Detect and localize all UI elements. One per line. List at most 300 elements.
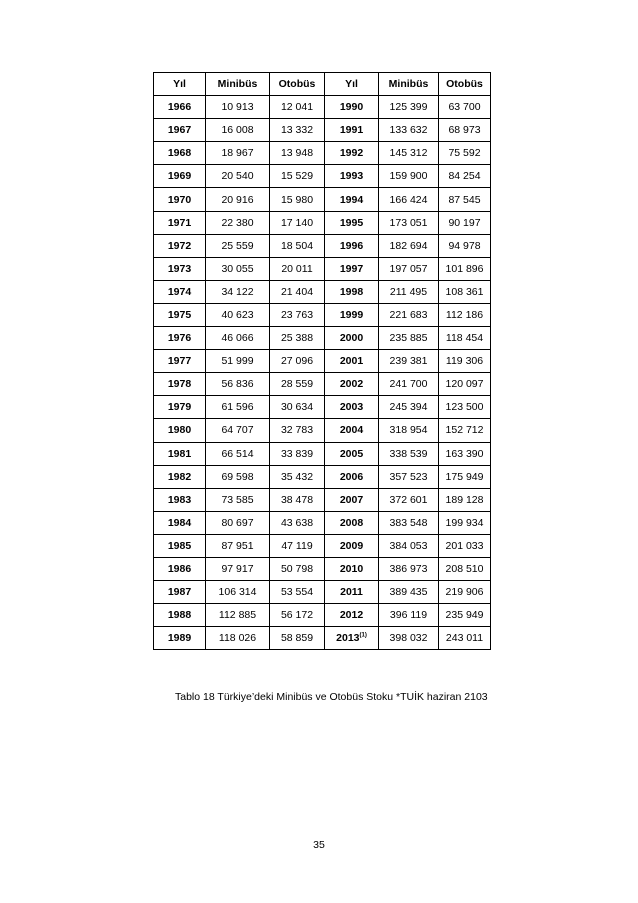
bus-cell — [270, 442, 325, 465]
year-cell-text: 1998 — [339, 285, 364, 298]
year-cell — [325, 557, 379, 580]
minibus-cell — [379, 234, 439, 257]
table-row — [154, 534, 491, 557]
minibus-cell — [379, 188, 439, 211]
bus-cell-text: 58 859 — [280, 632, 314, 645]
bus-cell-text: 12 041 — [280, 101, 314, 114]
table-row — [154, 234, 491, 257]
minibus-cell-text: 221 683 — [389, 308, 428, 321]
bus-cell-text: 53 554 — [280, 586, 314, 599]
table-row — [154, 511, 491, 534]
minibus-cell — [379, 557, 439, 580]
year-cell — [325, 465, 379, 488]
minibus-cell-text: 30 055 — [221, 262, 254, 275]
minibus-cell — [379, 257, 439, 280]
bus-cell — [439, 465, 491, 488]
year-cell — [154, 211, 206, 234]
year-cell — [325, 604, 379, 627]
bus-cell-text: 33 839 — [280, 447, 314, 460]
bus-cell — [270, 488, 325, 511]
bus-cell-text: 15 980 — [280, 193, 314, 206]
bus-cell-text: 175 949 — [445, 470, 484, 483]
bus-cell — [270, 604, 325, 627]
minibus-cell-text: 318 954 — [389, 424, 428, 437]
bus-cell-text: 152 712 — [445, 424, 484, 437]
minibus-cell-text: 20 916 — [221, 193, 254, 206]
bus-cell — [439, 488, 491, 511]
year-cell-text: 1988 — [167, 609, 192, 622]
minibus-cell — [206, 142, 270, 165]
year-cell — [325, 119, 379, 142]
bus-cell — [270, 165, 325, 188]
year-cell-text: 1999 — [339, 308, 364, 321]
header-year-1: Yıl — [154, 73, 206, 96]
year-cell-text: 1966 — [167, 101, 192, 114]
bus-cell — [270, 257, 325, 280]
bus-cell-text: 25 388 — [280, 332, 314, 345]
minibus-cell — [379, 419, 439, 442]
bus-cell-text: 50 798 — [280, 563, 314, 576]
year-cell — [325, 96, 379, 119]
bus-cell-text: 68 973 — [448, 124, 481, 137]
minibus-cell-text: 133 632 — [389, 124, 428, 137]
minibus-cell-text: 22 380 — [221, 216, 254, 229]
year-cell — [154, 234, 206, 257]
year-cell — [325, 627, 379, 650]
year-cell-text: 1994 — [339, 193, 364, 206]
table-row — [154, 119, 491, 142]
table-row — [154, 557, 491, 580]
year-cell — [325, 442, 379, 465]
table-row — [154, 465, 491, 488]
bus-cell-text: 35 432 — [280, 470, 314, 483]
minibus-cell — [379, 165, 439, 188]
bus-cell-text: 28 559 — [280, 378, 314, 391]
minibus-cell-text: 40 623 — [221, 308, 254, 321]
year-cell-text: 1997 — [339, 262, 364, 275]
year-cell — [154, 534, 206, 557]
bus-cell — [270, 234, 325, 257]
bus-cell — [270, 96, 325, 119]
year-cell — [325, 373, 379, 396]
bus-cell-text: 18 504 — [280, 239, 314, 252]
year-cell — [154, 604, 206, 627]
year-cell — [325, 280, 379, 303]
bus-cell — [270, 511, 325, 534]
bus-cell — [439, 557, 491, 580]
year-cell — [154, 119, 206, 142]
minibus-cell — [379, 303, 439, 326]
table-row — [154, 581, 491, 604]
minibus-cell — [379, 442, 439, 465]
bus-cell — [439, 604, 491, 627]
year-cell-text: 1992 — [339, 147, 364, 160]
year-cell-text: 1976 — [167, 332, 192, 345]
year-cell-text: 2002 — [339, 378, 364, 391]
bus-cell — [439, 419, 491, 442]
table-row — [154, 142, 491, 165]
minibus-cell — [379, 373, 439, 396]
minibus-cell-text: 396 119 — [389, 609, 428, 622]
year-cell-text: 1984 — [167, 516, 192, 529]
bus-cell — [270, 211, 325, 234]
minibus-cell — [206, 234, 270, 257]
minibus-cell-text: 372 601 — [389, 493, 428, 506]
minibus-cell — [206, 442, 270, 465]
minibus-cell-text: 211 495 — [389, 285, 428, 298]
bus-cell — [439, 534, 491, 557]
year-cell — [325, 581, 379, 604]
minibus-cell-text: 87 951 — [221, 539, 254, 552]
year-cell — [154, 627, 206, 650]
header-year-2: Yıl — [325, 73, 379, 96]
minibus-cell — [206, 280, 270, 303]
bus-cell-text: 17 140 — [280, 216, 314, 229]
year-cell — [325, 165, 379, 188]
bus-cell-text: 201 033 — [445, 539, 484, 552]
minibus-cell-text: 10 913 — [221, 101, 254, 114]
bus-cell-text: 23 763 — [280, 308, 314, 321]
year-cell — [154, 465, 206, 488]
minibus-cell — [206, 581, 270, 604]
table-row — [154, 604, 491, 627]
minibus-cell — [206, 211, 270, 234]
year-cell-text: 2000 — [339, 332, 364, 345]
header-bus-2: Otobüs — [439, 73, 491, 96]
year-cell — [325, 396, 379, 419]
year-cell-text: 2005 — [339, 447, 364, 460]
table-row — [154, 257, 491, 280]
bus-cell-text: 43 638 — [280, 516, 314, 529]
year-cell-text: 1977 — [167, 355, 192, 368]
year-cell — [154, 165, 206, 188]
table-row — [154, 419, 491, 442]
bus-cell — [270, 419, 325, 442]
header-bus-1: Otobüs — [270, 73, 325, 96]
minibus-cell-text: 69 598 — [221, 470, 254, 483]
bus-cell — [439, 165, 491, 188]
bus-cell — [439, 188, 491, 211]
year-cell — [325, 303, 379, 326]
bus-cell-text: 235 949 — [445, 609, 484, 622]
bus-cell-text: 27 096 — [280, 355, 314, 368]
bus-cell — [439, 350, 491, 373]
minibus-cell — [206, 96, 270, 119]
minibus-cell-text: 80 697 — [221, 516, 254, 529]
bus-cell-text: 112 186 — [445, 308, 484, 321]
year-cell — [325, 488, 379, 511]
minibus-cell — [206, 627, 270, 650]
bus-cell-text: 30 634 — [280, 401, 314, 414]
bus-cell — [439, 257, 491, 280]
year-cell-text: 1995 — [339, 216, 364, 229]
year-cell — [325, 534, 379, 557]
bus-cell — [439, 303, 491, 326]
year-cell-text: 2004 — [339, 424, 364, 437]
bus-cell — [270, 534, 325, 557]
year-cell — [325, 142, 379, 165]
year-cell — [154, 188, 206, 211]
year-cell — [154, 488, 206, 511]
bus-cell-text: 123 500 — [445, 401, 484, 414]
minibus-cell — [379, 604, 439, 627]
bus-cell — [439, 234, 491, 257]
year-cell-text: 1993 — [339, 170, 364, 183]
year-cell-text: 1967 — [167, 124, 192, 137]
bus-cell — [270, 557, 325, 580]
minibus-cell-text: 125 399 — [389, 101, 428, 114]
bus-cell — [439, 211, 491, 234]
minibus-cell-text: 239 381 — [389, 355, 428, 368]
table-row — [154, 96, 491, 119]
minibus-cell-text: 386 973 — [389, 563, 428, 576]
bus-cell — [270, 142, 325, 165]
minibus-cell-text: 166 424 — [389, 193, 428, 206]
bus-cell-text: 15 529 — [280, 170, 314, 183]
year-cell-text: 1974 — [167, 285, 192, 298]
year-cell-text: 1979 — [167, 401, 192, 414]
table-row — [154, 327, 491, 350]
year-cell-text: 1975 — [167, 308, 192, 321]
year-cell — [325, 188, 379, 211]
year-cell — [154, 557, 206, 580]
minibus-cell — [206, 303, 270, 326]
bus-cell-text: 13 948 — [280, 147, 314, 160]
minibus-cell-text: 46 066 — [221, 332, 254, 345]
minibus-cell — [206, 557, 270, 580]
year-cell-text: 1978 — [167, 378, 192, 391]
year-cell-text: 1968 — [167, 147, 192, 160]
minibus-cell — [206, 165, 270, 188]
year-cell — [154, 142, 206, 165]
year-cell-text: 1970 — [167, 193, 192, 206]
table-header-row — [154, 73, 491, 96]
year-cell — [154, 303, 206, 326]
minibus-cell — [206, 604, 270, 627]
year-cell — [325, 211, 379, 234]
minibus-cell — [379, 511, 439, 534]
bus-cell-text: 84 254 — [448, 170, 481, 183]
bus-cell — [439, 119, 491, 142]
year-cell-text: 1990 — [339, 101, 364, 114]
bus-cell-text: 90 197 — [448, 216, 481, 229]
year-cell-text: 1983 — [167, 493, 192, 506]
bus-cell-text: 199 934 — [445, 516, 484, 529]
minibus-cell-text: 56 836 — [221, 378, 254, 391]
minibus-cell — [379, 142, 439, 165]
year-cell-text: 1981 — [167, 447, 192, 460]
minibus-cell — [206, 257, 270, 280]
bus-cell-text: 101 896 — [445, 262, 484, 275]
minibus-cell-text: 241 700 — [389, 378, 428, 391]
bus-cell-text: 75 592 — [448, 147, 481, 160]
bus-cell-text: 118 454 — [445, 332, 484, 345]
bus-cell — [270, 119, 325, 142]
minibus-bus-stock-table — [153, 72, 491, 650]
year-cell-text: 2011 — [340, 586, 363, 599]
minibus-cell — [379, 350, 439, 373]
year-cell — [154, 396, 206, 419]
year-cell-text: 1991 — [339, 124, 364, 137]
year-cell — [154, 327, 206, 350]
year-cell — [154, 350, 206, 373]
year-cell — [325, 234, 379, 257]
bus-cell-text: 47 119 — [281, 539, 313, 552]
bus-cell — [270, 280, 325, 303]
minibus-cell — [206, 488, 270, 511]
bus-cell — [270, 396, 325, 419]
minibus-cell — [379, 96, 439, 119]
minibus-cell-text: 145 312 — [389, 147, 428, 160]
bus-cell — [270, 627, 325, 650]
minibus-cell — [206, 511, 270, 534]
minibus-cell — [379, 280, 439, 303]
minibus-cell — [379, 119, 439, 142]
bus-cell-text: 38 478 — [280, 493, 314, 506]
year-cell-text: 2012 — [339, 609, 364, 622]
minibus-cell-text: 34 122 — [221, 285, 254, 298]
minibus-cell-text: 338 539 — [389, 447, 428, 460]
year-cell — [154, 442, 206, 465]
year-cell-text: 1985 — [167, 539, 192, 552]
minibus-cell-text: 18 967 — [221, 147, 254, 160]
minibus-cell — [379, 211, 439, 234]
table-row — [154, 488, 491, 511]
year-cell-text: 2013 — [336, 632, 360, 645]
bus-cell — [439, 581, 491, 604]
year-cell — [325, 419, 379, 442]
year-cell — [325, 327, 379, 350]
year-cell-text: 1986 — [167, 563, 192, 576]
year-cell-text: 1971 — [167, 216, 192, 229]
minibus-cell — [379, 627, 439, 650]
footnote-marker: (1) — [359, 632, 367, 639]
minibus-cell — [206, 373, 270, 396]
page-number: 35 — [313, 839, 325, 851]
bus-cell-text: 108 361 — [445, 285, 484, 298]
bus-cell — [439, 327, 491, 350]
bus-cell-text: 13 332 — [280, 124, 314, 137]
table-row — [154, 165, 491, 188]
year-cell — [154, 96, 206, 119]
year-cell-text: 2006 — [339, 470, 364, 483]
bus-cell-text: 208 510 — [445, 563, 484, 576]
table-row — [154, 188, 491, 211]
table-row — [154, 627, 491, 650]
year-cell-text: 1996 — [339, 239, 364, 252]
bus-cell — [270, 303, 325, 326]
minibus-cell — [206, 119, 270, 142]
year-cell — [154, 581, 206, 604]
bus-cell — [439, 442, 491, 465]
minibus-cell-text: 25 559 — [221, 239, 254, 252]
minibus-cell-text: 384 053 — [389, 539, 428, 552]
minibus-cell-text: 66 514 — [221, 447, 254, 460]
minibus-cell-text: 398 032 — [389, 632, 428, 645]
bus-cell-text: 56 172 — [280, 609, 314, 622]
table-row — [154, 373, 491, 396]
bus-cell — [439, 280, 491, 303]
table-row — [154, 303, 491, 326]
year-cell-text: 1972 — [167, 239, 192, 252]
bus-cell — [439, 511, 491, 534]
header-minibus-2: Minibüs — [379, 73, 439, 96]
bus-cell — [439, 396, 491, 419]
minibus-cell-text: 73 585 — [221, 493, 254, 506]
minibus-cell — [379, 396, 439, 419]
table-caption: Tablo 18 Türkiye’deki Minibüs ve Otobüs Stoku *TUİK haziran 2103 — [175, 691, 488, 703]
minibus-cell-text: 118 026 — [218, 632, 257, 645]
table-row — [154, 211, 491, 234]
minibus-cell-text: 389 435 — [389, 586, 428, 599]
year-cell-text: 1987 — [167, 586, 192, 599]
minibus-cell — [206, 188, 270, 211]
minibus-cell-text: 97 917 — [221, 563, 254, 576]
year-cell — [325, 511, 379, 534]
minibus-cell-text: 16 008 — [221, 124, 254, 137]
year-cell — [154, 373, 206, 396]
bus-cell-text: 21 404 — [280, 285, 314, 298]
bus-cell-text: 120 097 — [445, 378, 484, 391]
year-cell — [325, 350, 379, 373]
minibus-cell — [379, 581, 439, 604]
bus-cell-text: 20 011 — [281, 262, 313, 275]
bus-cell — [439, 142, 491, 165]
minibus-cell — [379, 465, 439, 488]
year-cell-text: 1969 — [167, 170, 192, 183]
year-cell — [154, 280, 206, 303]
minibus-cell — [206, 465, 270, 488]
bus-cell — [439, 373, 491, 396]
bus-cell — [270, 188, 325, 211]
minibus-cell-text: 197 057 — [389, 262, 428, 275]
bus-cell-text: 87 545 — [448, 193, 481, 206]
bus-cell — [270, 327, 325, 350]
year-cell-text: 2001 — [339, 355, 364, 368]
bus-cell — [270, 581, 325, 604]
minibus-cell — [206, 396, 270, 419]
minibus-cell-text: 182 694 — [389, 239, 428, 252]
year-cell — [154, 257, 206, 280]
minibus-cell-text: 383 548 — [389, 516, 428, 529]
table-row — [154, 280, 491, 303]
year-cell-text: 1973 — [167, 262, 192, 275]
minibus-cell-text: 173 051 — [389, 216, 428, 229]
year-cell-text: 2009 — [339, 539, 364, 552]
year-cell-text: 1989 — [167, 632, 192, 645]
minibus-cell-text: 20 540 — [221, 170, 254, 183]
bus-cell-text: 119 306 — [445, 355, 484, 368]
year-cell-text: 1980 — [167, 424, 192, 437]
minibus-cell — [206, 534, 270, 557]
table-row — [154, 350, 491, 373]
minibus-cell — [379, 534, 439, 557]
minibus-cell-text: 112 885 — [218, 609, 257, 622]
bus-cell-text: 243 011 — [445, 632, 484, 645]
minibus-cell — [379, 327, 439, 350]
bus-cell — [439, 627, 491, 650]
year-cell-text: 1982 — [167, 470, 192, 483]
bus-cell — [270, 373, 325, 396]
bus-cell-text: 32 783 — [280, 424, 314, 437]
year-cell — [154, 419, 206, 442]
minibus-cell-text: 51 999 — [221, 355, 254, 368]
year-cell-text: 2007 — [339, 493, 364, 506]
bus-cell-text: 163 390 — [445, 447, 484, 460]
year-cell-text: 2003 — [339, 401, 364, 414]
year-cell-text: 2008 — [339, 516, 364, 529]
header-minibus-1: Minibüs — [206, 73, 270, 96]
